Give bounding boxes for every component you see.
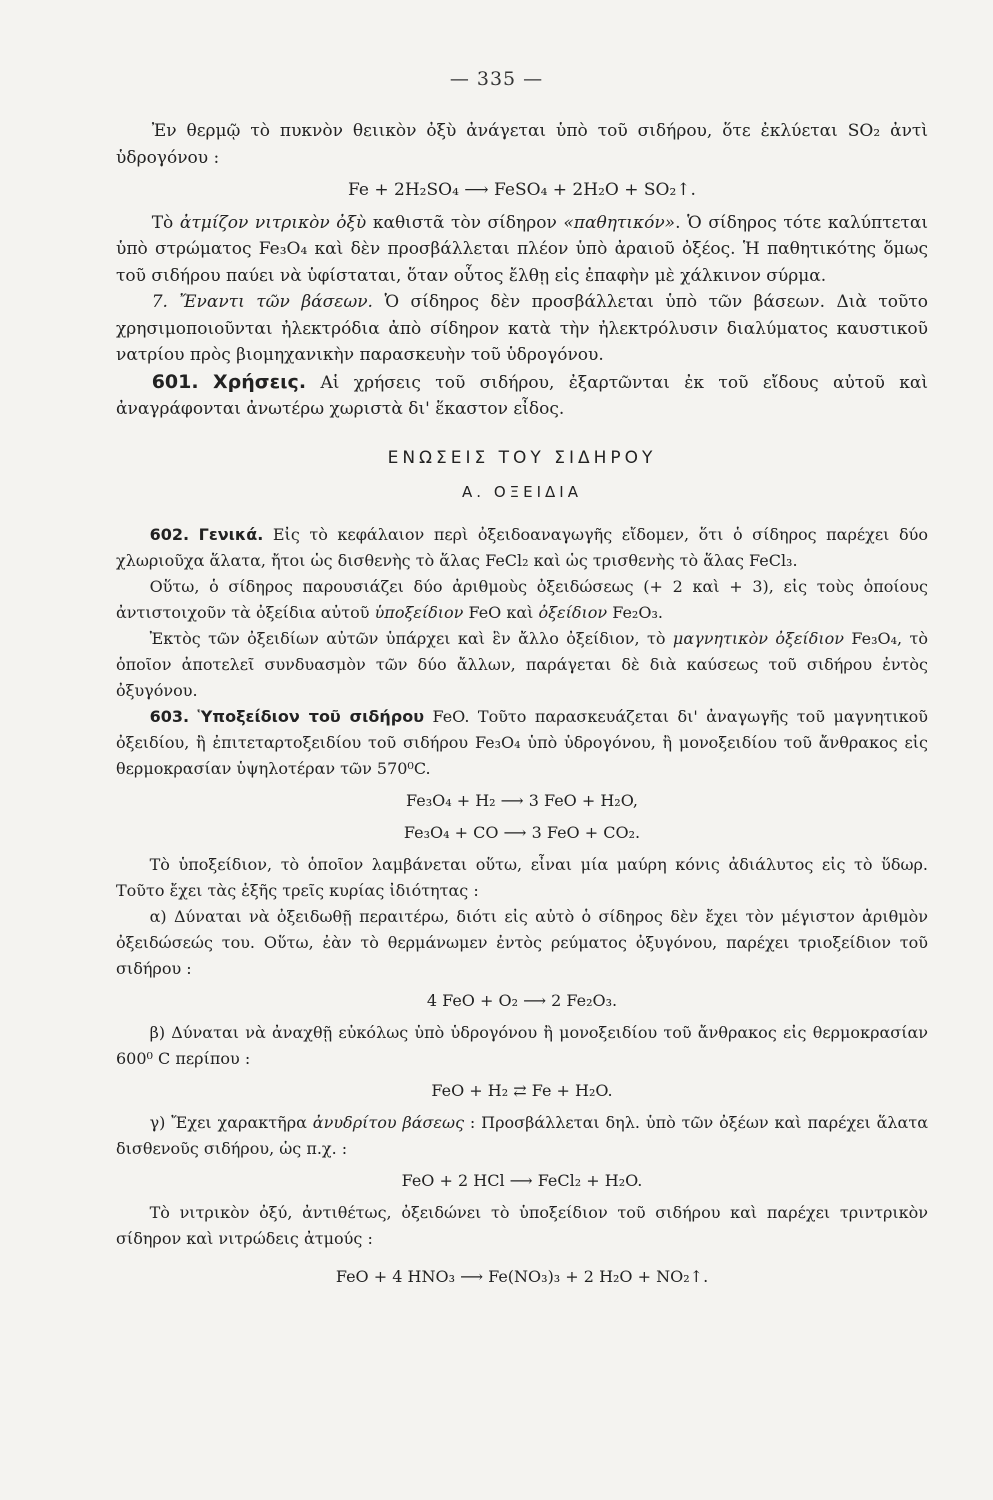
equation-feo-h2: FeO + H₂ ⇄ Fe + H₂O.	[431, 1080, 613, 1100]
item-label: 7. Ἔναντι τῶν βάσεων.	[151, 292, 373, 312]
paragraph-passivity	[116, 210, 928, 290]
page-body	[116, 118, 928, 1302]
italic-term: «παθητικόν»	[563, 212, 676, 233]
section-title: Ὑποξείδιον τοῦ σιδήρου	[197, 706, 425, 726]
section-602	[116, 522, 928, 574]
equation-fe-h2so4: Fe + 2H₂SO₄ ⟶ FeSO₄ + 2H₂O + SO₂↑.	[348, 180, 696, 200]
text-run: Οὕτω, ὁ σίδηρος παρουσιάζει δύο ἀριθμοὺς ὀξειδώσεως (+ 2 καὶ + 3), εἰς τοὺς ὁποίους ἀντιστοιχοῦν τὰ ὀξείδια αὐτοῦ	[116, 576, 928, 622]
paragraph-bases	[116, 289, 928, 369]
section-602-block	[116, 522, 928, 1290]
section-number: 601.	[151, 370, 199, 393]
text-run: Αἱ χρήσεις τοῦ σιδήρου, ἐξαρτῶνται ἐκ τοῦ εἴδους αὐτοῦ καὶ ἀναγράφονται ἀνωτέρω χωριστὰ δι' ἕκαστον εἶδος.	[116, 372, 928, 419]
text-run: : Προσβάλλεται δηλ. ὑπὸ τῶν ὀξέων καὶ παρέχει ἅλατα δισθενοῦς σιδήρου, ὡς π.χ. :	[116, 1112, 929, 1158]
section-603	[116, 704, 928, 782]
section-601	[116, 369, 928, 423]
paragraph-nitric-acid: Τὸ νιτρικὸν ὀξύ, ἀντιθέτως, ὀξειδώνει τὸ ὑποξείδιον τοῦ σιδήρου καὶ παρέχει τριντρικὸν σίδηρον καὶ νιτρώδεις ἀτμούς :	[116, 1202, 928, 1248]
text-run: FeO. Τοῦτο παρασκευάζεται δι' ἀναγωγῆς τοῦ μαγνητικοῦ ὀξειδίου, ἢ ἐπιτεταρτοξειδίου τοῦ σιδήρου Fe₃O₄ ὑπὸ ὑδρογόνου, ἢ μονοξειδίου τοῦ ἄνθρακος εἰς θερμοκρασίαν ὑψηλοτέραν τῶν 570⁰C.	[116, 706, 929, 778]
chapter-subheading: Α. ΟΞΕΙΔΙΑ	[462, 483, 582, 501]
paragraph-properties-intro: Τὸ ὑποξείδιον, τὸ ὁποῖον λαμβάνεται οὕτω, εἶναι μία μαύρη κόνις ἀδιάλυτος εἰς τὸ ὕδωρ. Τοῦτο ἔχει τὰς ἑξῆς τρεῖς κυρίας ἰδιότητας :	[116, 854, 928, 900]
equation-fe3o4-co: Fe₃O₄ + CO ⟶ 3 FeO + CO₂.	[403, 822, 641, 842]
page-number: — 335 —	[449, 68, 544, 90]
text-run: Ἐκτὸς τῶν ὀξειδίων αὐτῶν ὑπάρχει καὶ ἓν ἄλλο ὀξείδιον, τὸ	[149, 628, 673, 648]
italic-term: ὀξείδιον	[538, 602, 608, 622]
text-run: Ὁ σίδηρος δὲν προσβάλλεται ὑπὸ τῶν βάσεων. Διὰ τοῦτο χρησιμοποιοῦνται ἠλεκτρόδια ἀπὸ σίδηρον κατὰ τὴν ἠλεκτρόλυσιν διαλύματος καυστικοῦ νατρίου πρὸς βιομηχανικὴν παρασκευὴν τοῦ ὑδρογόνου.	[116, 292, 929, 365]
property-b: β) Δύναται νὰ ἀναχθῇ εὐκόλως ὑπὸ ὑδρογόνου ἢ μονοξειδίου τοῦ ἄνθρακος εἰς θερμοκρασίαν 600⁰ C περίπου :	[116, 1022, 928, 1068]
equation-fe3o4-h2: Fe₃O₄ + H₂ ⟶ 3 FeO + H₂O,	[406, 790, 638, 810]
section-title: Γενικά.	[198, 524, 264, 544]
property-c	[116, 1110, 928, 1162]
paragraph-oxidation-numbers	[116, 574, 928, 626]
text-run: Fe₃O₄, τὸ ὁποῖον ἀποτελεῖ συνδυασμὸν τῶν δύο ἄλλων, παράγεται δὲ διὰ καύσεως τοῦ σιδήρου ἐντὸς ὀξυγόνου.	[116, 628, 928, 700]
text-run: FeO καὶ	[463, 602, 539, 622]
paragraph-magnetic-oxide	[116, 626, 928, 704]
text-run: Τὸ	[151, 212, 180, 233]
italic-term: ὑποξείδιον	[374, 602, 464, 622]
equation-feo-o2: 4 FeO + O₂ ⟶ 2 Fe₂O₃.	[426, 990, 618, 1010]
property-a: α) Δύναται νὰ ὀξειδωθῇ περαιτέρω, διότι εἰς αὐτὸ ὁ σίδηρος δὲν ἔχει τὸν μέγιστον ἀριθμὸν ὀξειδώσεώς του. Οὕτω, ἐὰν τὸ θερμάνωμεν ἐντὸς ρεύματος ὀξυγόνου, παρέχει τριοξείδιον τοῦ σιδήρου :	[116, 906, 928, 978]
equation-feo-hcl: FeO + 2 HCl ⟶ FeCl₂ + H₂O.	[401, 1170, 643, 1190]
section-number: 603.	[149, 706, 190, 726]
section-number: 602.	[149, 524, 190, 544]
italic-term: μαγνητικὸν ὀξείδιον	[672, 628, 844, 648]
text-run: γ) Ἔχει χαρακτῆρα	[149, 1112, 313, 1132]
section-title: Χρήσεις.	[213, 370, 307, 393]
text-run: Fe₂O₃.	[607, 602, 663, 622]
italic-term: ἀνυδρίτου βάσεως	[312, 1112, 465, 1132]
text-run: Εἰς τὸ κεφάλαιον περὶ ὀξειδοαναγωγῆς εἴδομεν, ὅτι ὁ σίδηρος παρέχει δύο χλωριοῦχα ἅλατα, ἤτοι ὡς δισθενὴς τὸ ἅλας FeCl₂ καὶ ὡς τρισθενὴς τὸ ἅλας FeCl₃.	[116, 524, 928, 570]
text-run: καθιστᾶ τὸν σίδηρον	[366, 212, 564, 233]
text-run: . Ὁ σίδηρος τότε καλύπτεται ὑπὸ στρώματος Fe₃O₄ καὶ δὲν προσβάλλεται πλέον ὑπὸ ἀραιοῦ ὀξέος. Ἡ παθητικότης ὅμως τοῦ σιδήρου παύει νὰ ὑφίσταται, ὅταν οὗτος ἔλθῃ εἰς ἐπαφὴν μὲ χάλκινον σύρμα.	[116, 212, 928, 286]
equation-feo-hno3: FeO + 4 HNO₃ ⟶ Fe(NO₃)₃ + 2 H₂O + NO₂↑.	[335, 1266, 709, 1286]
chapter-heading: ΕΝΩΣΕΙΣ ΤΟΥ ΣΙΔΗΡΟΥ	[387, 447, 657, 468]
paragraph-sulfuric-acid: Ἐν θερμῷ τὸ πυκνὸν θειικὸν ὀξὺ ἀνάγεται ὑπὸ τοῦ σιδήρου, ὅτε ἐκλύεται SO₂ ἀντὶ ὑδρογόνου :	[116, 121, 928, 168]
italic-term: ἀτμίζον νιτρικὸν ὀξὺ	[179, 212, 367, 233]
